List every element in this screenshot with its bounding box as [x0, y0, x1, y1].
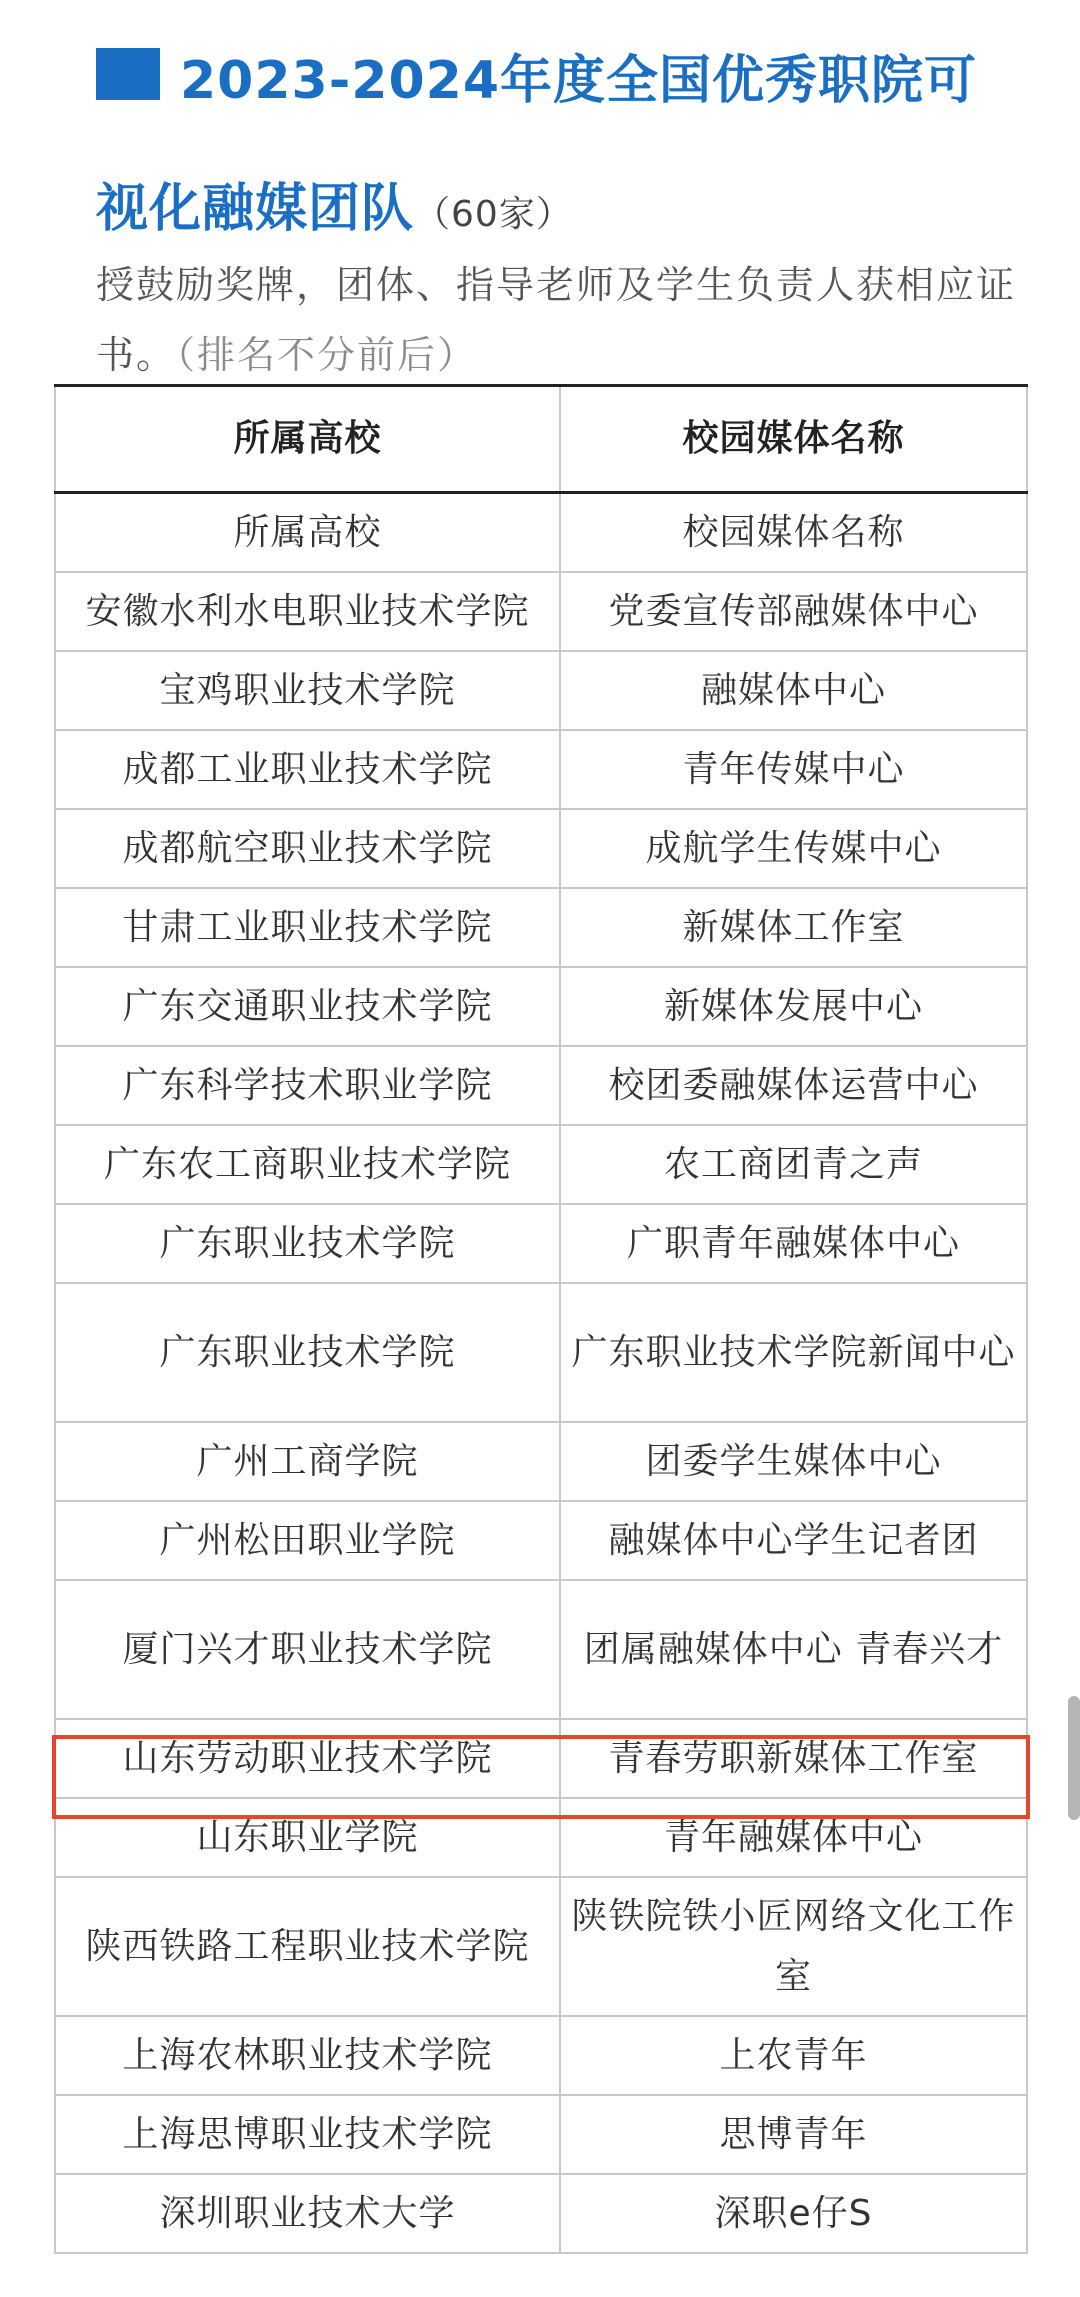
media-name-cell: 校团委融媒体运营中心	[560, 1046, 1027, 1125]
table-row	[55, 2095, 1027, 2174]
table-body	[55, 493, 1027, 2254]
table-row	[55, 2016, 1027, 2095]
school-cell: 广东农工商职业技术学院	[55, 1125, 560, 1204]
scrollbar-thumb[interactable]	[1068, 1696, 1080, 1820]
media-name-cell: 青年传媒中心	[560, 730, 1027, 809]
table-row	[55, 1422, 1027, 1501]
school-cell: 广东职业技术学院	[55, 1283, 560, 1422]
school-cell: 广东交通职业技术学院	[55, 967, 560, 1046]
school-cell: 山东职业学院	[55, 1798, 560, 1877]
table-row	[55, 888, 1027, 967]
heading-title-line2	[96, 166, 573, 241]
media-name-cell: 思博青年	[560, 2095, 1027, 2174]
table-row-highlighted	[55, 1719, 1027, 1798]
media-name-cell: 新媒体工作室	[560, 888, 1027, 967]
table-row	[55, 1798, 1027, 1877]
table-row	[55, 1283, 1027, 1422]
table-row	[55, 809, 1027, 888]
table-row	[55, 651, 1027, 730]
media-name-cell: 校园媒体名称	[560, 493, 1027, 573]
media-name-cell: 融媒体中心	[560, 651, 1027, 730]
school-cell: 厦门兴才职业技术学院	[55, 1580, 560, 1719]
description-text: 授鼓励奖牌，团体、指导老师及学生负责人获相应证书。	[96, 263, 1017, 377]
media-name-cell: 新媒体发展中心	[560, 967, 1027, 1046]
ranking-note: （排名不分前后）	[176, 333, 478, 377]
media-name-cell: 党委宣传部融媒体中心	[560, 572, 1027, 651]
school-cell: 成都工业职业技术学院	[55, 730, 560, 809]
table-row	[55, 1125, 1027, 1204]
award-description	[96, 250, 1026, 390]
table-row	[55, 1501, 1027, 1580]
table-row	[55, 730, 1027, 809]
media-name-cell: 广职青年融媒体中心	[560, 1204, 1027, 1283]
header-media-name: 校园媒体名称	[560, 386, 1027, 493]
media-name-cell: 成航学生传媒中心	[560, 809, 1027, 888]
school-cell: 成都航空职业技术学院	[55, 809, 560, 888]
school-cell: 陕西铁路工程职业技术学院	[55, 1877, 560, 2016]
media-name-cell: 上农青年	[560, 2016, 1027, 2095]
table-row	[55, 967, 1027, 1046]
school-cell: 广州松田职业学院	[55, 1501, 560, 1580]
media-name-cell: 农工商团青之声	[560, 1125, 1027, 1204]
school-cell: 所属高校	[55, 493, 560, 573]
school-cell: 甘肃工业职业技术学院	[55, 888, 560, 967]
media-name-cell: 团属融媒体中心 青春兴才	[560, 1580, 1027, 1719]
table-row	[55, 2174, 1027, 2253]
header-school: 所属高校	[55, 386, 560, 493]
school-cell: 上海农林职业技术学院	[55, 2016, 560, 2095]
table-row	[55, 1204, 1027, 1283]
school-cell: 山东劳动职业技术学院	[55, 1719, 560, 1798]
school-cell: 广东科学技术职业学院	[55, 1046, 560, 1125]
media-name-cell: 深职e仔S	[560, 2174, 1027, 2253]
school-cell: 宝鸡职业技术学院	[55, 651, 560, 730]
table-row	[55, 1046, 1027, 1125]
school-cell: 上海思博职业技术学院	[55, 2095, 560, 2174]
media-name-cell: 团委学生媒体中心	[560, 1422, 1027, 1501]
school-cell: 广州工商学院	[55, 1422, 560, 1501]
heading-count: （60家）	[414, 194, 573, 235]
media-team-table	[54, 384, 1028, 2254]
school-cell: 广东职业技术学院	[55, 1204, 560, 1283]
heading-title-line1: 2023-2024年度全国优秀职院可	[180, 51, 978, 111]
school-cell: 安徽水利水电职业技术学院	[55, 572, 560, 651]
media-name-cell: 融媒体中心学生记者团	[560, 1501, 1027, 1580]
media-name-cell: 陕铁院铁小匠网络文化工作室	[560, 1877, 1027, 2016]
table-row	[55, 1580, 1027, 1719]
table-header-row	[55, 386, 1027, 493]
table-row	[55, 493, 1027, 573]
table-row	[55, 1877, 1027, 2016]
table-row	[55, 572, 1027, 651]
heading-title-text: 视化融媒团队	[96, 179, 415, 239]
media-name-cell: 广东职业技术学院新闻中心	[560, 1283, 1027, 1422]
school-cell: 深圳职业技术大学	[55, 2174, 560, 2253]
media-name-cell: 青春劳职新媒体工作室	[560, 1719, 1027, 1798]
heading-square-marker	[96, 48, 160, 100]
media-name-cell: 青年融媒体中心	[560, 1798, 1027, 1877]
